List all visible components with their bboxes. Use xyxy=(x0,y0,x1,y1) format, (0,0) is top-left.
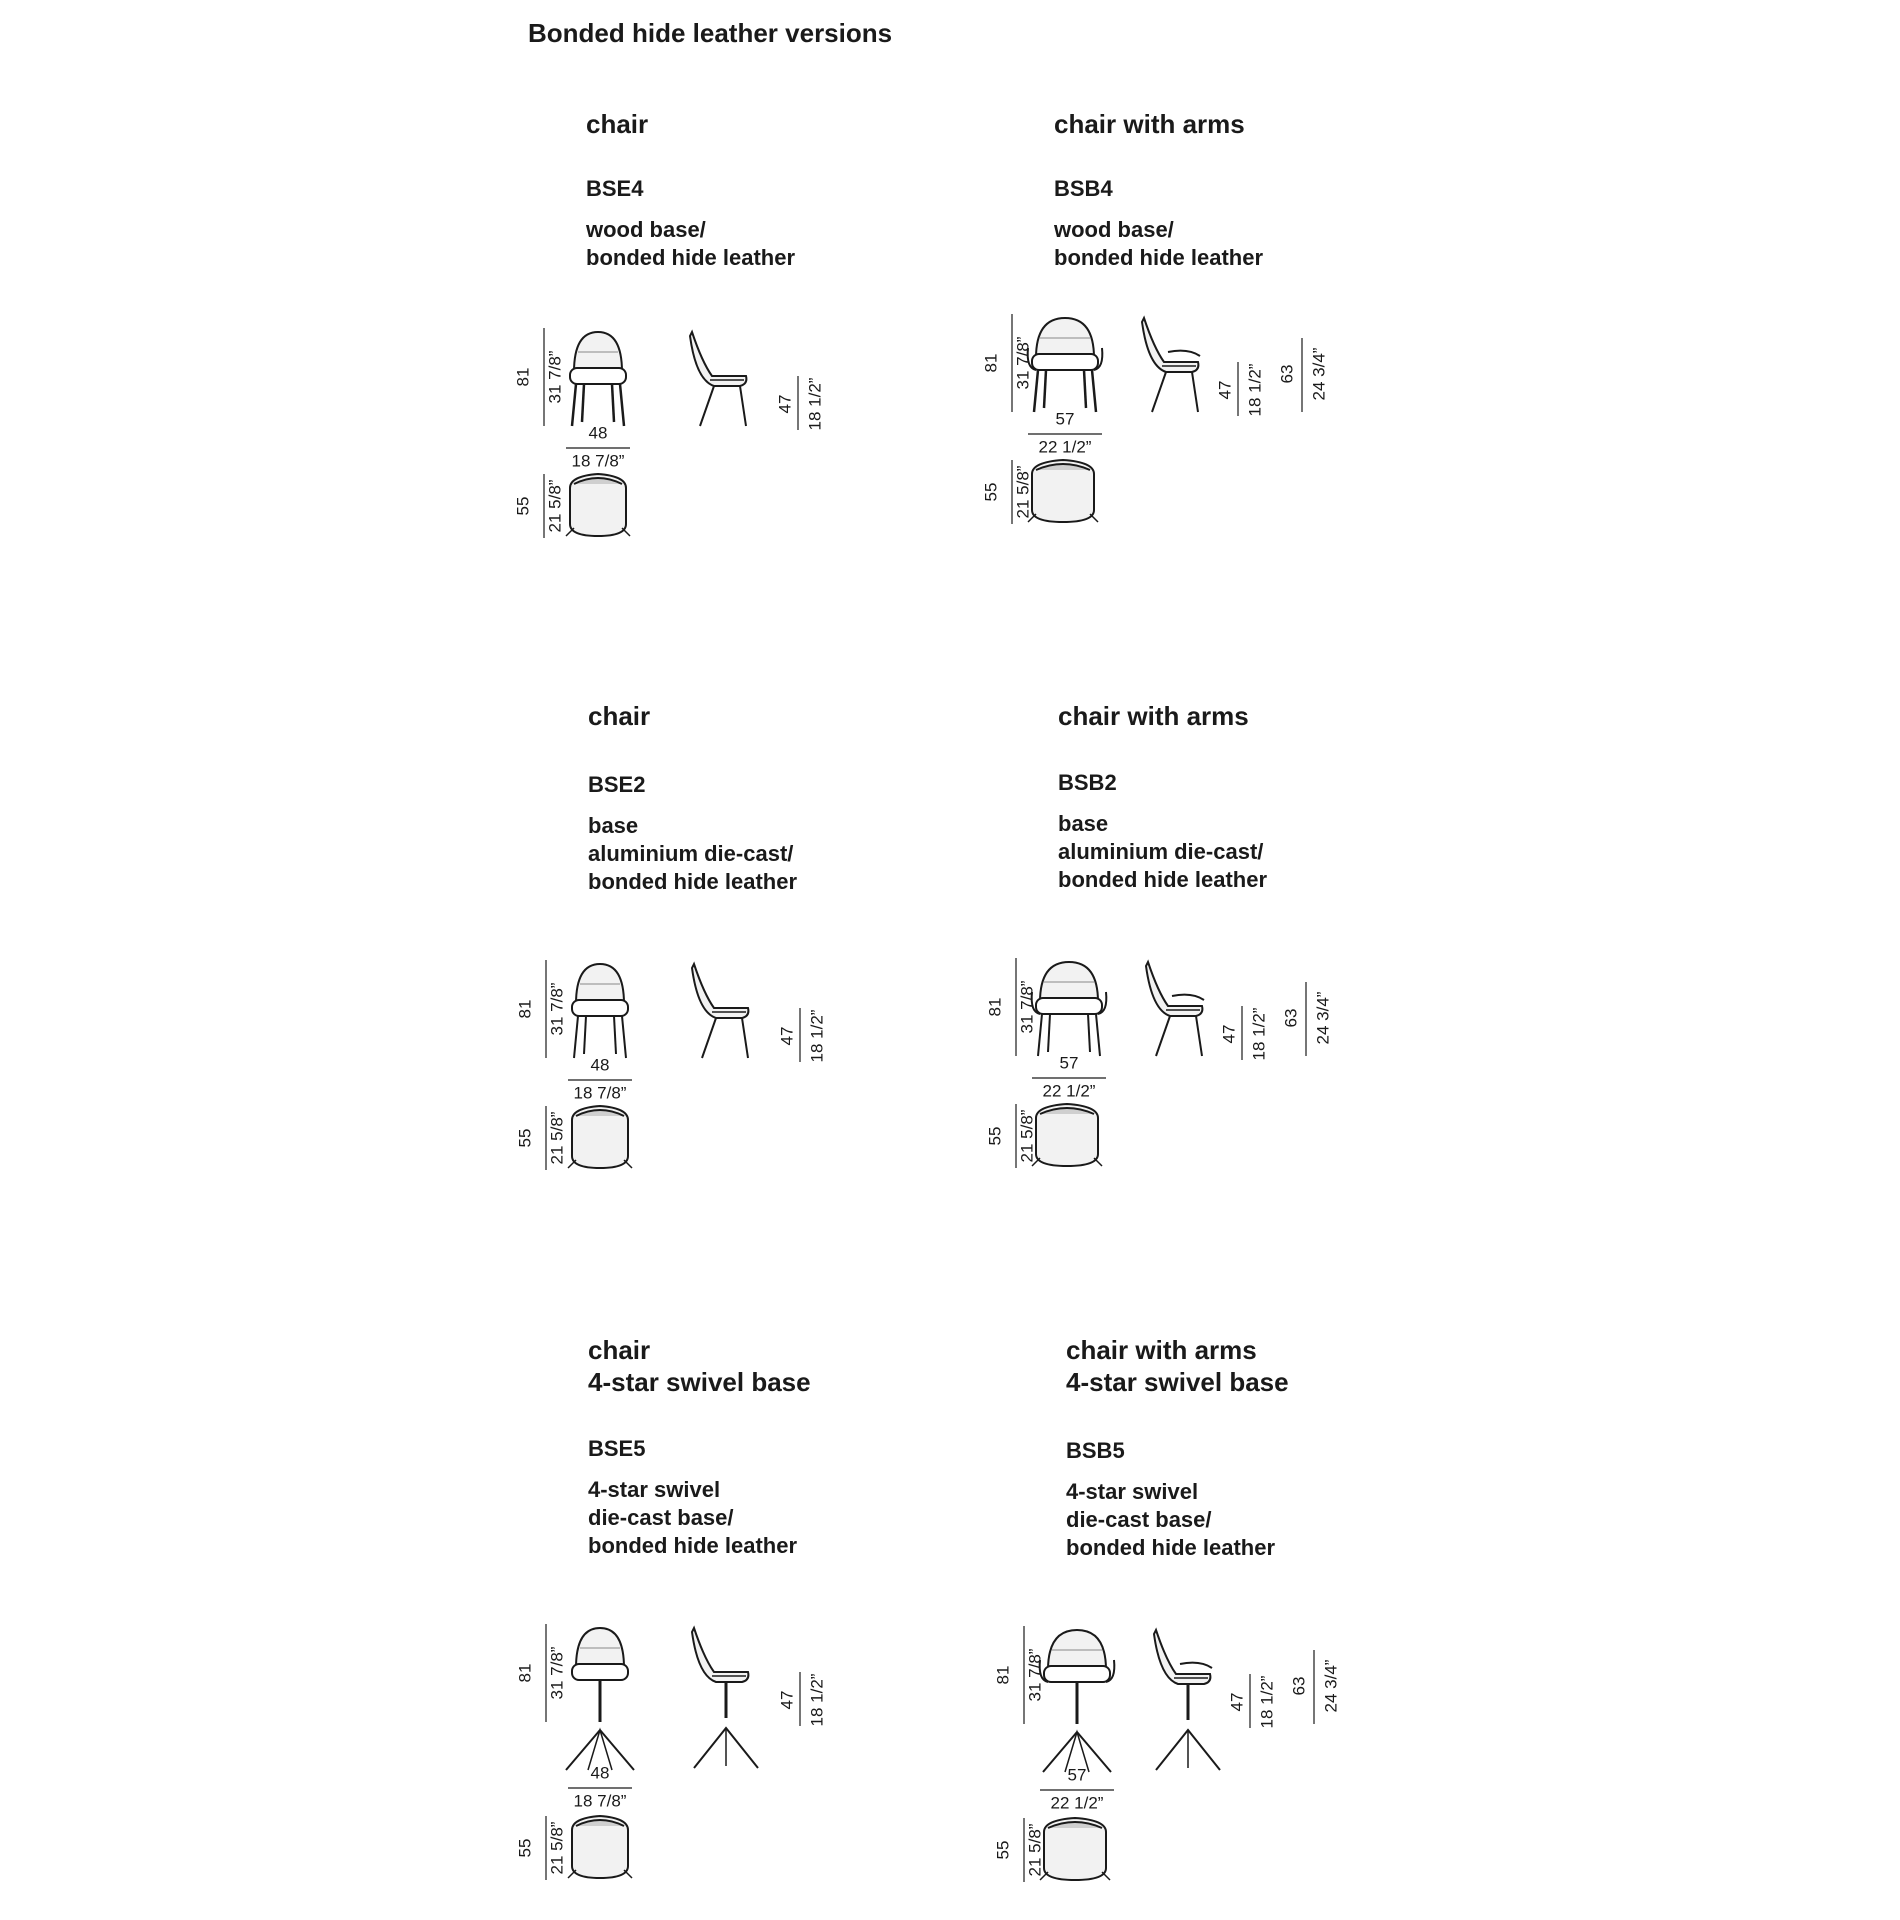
product-name-line: chair with arms xyxy=(1058,701,1249,731)
chair-side-view xyxy=(690,332,746,426)
product-description-line: wood base/ xyxy=(1054,217,1174,242)
product-description-line: bonded hide leather xyxy=(1058,867,1268,892)
height-cm-label: 81 xyxy=(993,1665,1013,1685)
chair-side-view xyxy=(1142,318,1200,412)
dimension-drawing xyxy=(982,952,1402,1252)
product-description xyxy=(588,812,797,896)
product-description-line: bonded hide leather xyxy=(1066,1535,1276,1560)
product-description xyxy=(1066,1478,1275,1562)
chair-side-view xyxy=(1146,962,1204,1056)
seat-in-label: 18 1/2” xyxy=(1257,1675,1277,1729)
product-block-bse2 xyxy=(515,700,1048,1240)
dimension-drawing xyxy=(512,954,932,1254)
arm-in-label: 24 3/4” xyxy=(1321,1659,1341,1713)
dimension-drawing xyxy=(510,322,930,622)
dimension-drawing xyxy=(990,1620,1410,1920)
product-description-line: die-cast base/ xyxy=(1066,1507,1212,1532)
height-in-label: 31 7/8” xyxy=(547,1646,567,1700)
chair-top-view xyxy=(1028,460,1098,522)
seat-in-label: 18 1/2” xyxy=(1245,363,1265,417)
width-in-label: 18 7/8” xyxy=(571,451,625,471)
seat-cm-label: 47 xyxy=(777,1026,797,1046)
height-cm-label: 81 xyxy=(515,1663,535,1683)
height-in-label: 31 7/8” xyxy=(547,982,567,1036)
product-description-line: aluminium die-cast/ xyxy=(1058,839,1264,864)
product-description-line: bonded hide leather xyxy=(588,1533,798,1558)
product-name xyxy=(1054,108,1514,140)
product-name xyxy=(1066,1334,1526,1398)
height-in-label: 31 7/8” xyxy=(1013,336,1033,390)
product-code: BSB5 xyxy=(1066,1438,1125,1463)
product-code: BSB2 xyxy=(1058,770,1117,795)
seat-cm-label: 47 xyxy=(1227,1692,1247,1712)
chair-front-view xyxy=(566,1628,634,1770)
seat-in-label: 18 1/2” xyxy=(1249,1007,1269,1061)
product-description xyxy=(1058,810,1267,894)
width-in-label: 18 7/8” xyxy=(573,1791,627,1811)
product-name-line: chair with arms xyxy=(1054,109,1245,139)
arm-in-label: 24 3/4” xyxy=(1309,347,1329,401)
product-description-line: bonded hide leather xyxy=(1054,245,1264,270)
depth-in-label: 21 5/8” xyxy=(1017,1109,1037,1163)
chair-front-view xyxy=(1028,318,1103,412)
product-code: BSE2 xyxy=(588,772,646,797)
product-code: BSE4 xyxy=(586,176,644,201)
product-description-line: aluminium die-cast/ xyxy=(588,841,794,866)
chair-top-view xyxy=(1032,1104,1102,1166)
chair-top-view xyxy=(568,1816,632,1878)
product-name-line: chair xyxy=(588,701,651,731)
product-name-line: 4-star swivel base xyxy=(1066,1367,1289,1397)
product-block-bsb2 xyxy=(985,700,1518,1240)
product-description-line: die-cast base/ xyxy=(588,1505,734,1530)
depth-cm-label: 55 xyxy=(985,1126,1005,1146)
seat-cm-label: 47 xyxy=(1219,1024,1239,1044)
seat-cm-label: 47 xyxy=(1215,380,1235,400)
product-name-line: 4-star swivel base xyxy=(588,1367,811,1397)
height-cm-label: 81 xyxy=(513,367,533,387)
product-block-bse4 xyxy=(513,108,1046,648)
product-description-line: 4-star swivel xyxy=(1066,1479,1199,1504)
depth-cm-label: 55 xyxy=(515,1128,535,1148)
seat-cm-label: 47 xyxy=(775,394,795,414)
dimension-drawing xyxy=(512,1618,932,1918)
width-cm-label: 48 xyxy=(588,423,608,443)
width-cm-label: 57 xyxy=(1067,1765,1087,1785)
chair-top-view xyxy=(566,474,630,536)
chair-front-view xyxy=(1032,962,1107,1056)
product-name-line: chair xyxy=(588,1335,651,1365)
product-name xyxy=(588,1334,1048,1398)
height-cm-label: 81 xyxy=(981,353,1001,373)
arm-cm-label: 63 xyxy=(1281,1008,1301,1028)
chair-side-view xyxy=(692,1628,758,1768)
product-description-line: bonded hide leather xyxy=(588,869,798,894)
product-description xyxy=(586,216,795,272)
product-description xyxy=(1054,216,1263,272)
product-block-bsb4 xyxy=(981,108,1514,648)
width-cm-label: 48 xyxy=(590,1763,610,1783)
product-name xyxy=(586,108,1046,140)
chair-front-view xyxy=(1040,1630,1115,1772)
product-name-line: chair with arms xyxy=(1066,1335,1257,1365)
arm-cm-label: 63 xyxy=(1277,364,1297,384)
arm-cm-label: 63 xyxy=(1289,1676,1309,1696)
depth-in-label: 21 5/8” xyxy=(547,1821,567,1875)
product-description-line: 4-star swivel xyxy=(588,1477,721,1502)
seat-in-label: 18 1/2” xyxy=(807,1673,827,1727)
product-description-line: base xyxy=(1058,811,1109,836)
width-in-label: 22 1/2” xyxy=(1042,1081,1096,1101)
seat-in-label: 18 1/2” xyxy=(805,377,825,431)
width-cm-label: 48 xyxy=(590,1055,610,1075)
product-description-line: bonded hide leather xyxy=(586,245,796,270)
product-name xyxy=(588,700,1048,732)
height-in-label: 31 7/8” xyxy=(545,350,565,404)
product-name xyxy=(1058,700,1518,732)
depth-cm-label: 55 xyxy=(513,496,533,516)
product-name-line: chair xyxy=(586,109,649,139)
product-block-bse5 xyxy=(515,1334,1048,1877)
chair-top-view xyxy=(568,1106,632,1168)
depth-in-label: 21 5/8” xyxy=(1025,1823,1045,1877)
width-in-label: 18 7/8” xyxy=(573,1083,627,1103)
product-description xyxy=(588,1476,797,1560)
arm-in-label: 24 3/4” xyxy=(1313,991,1333,1045)
width-in-label: 22 1/2” xyxy=(1038,437,1092,457)
page-title: Bonded hide leather versions xyxy=(528,18,893,48)
width-in-label: 22 1/2” xyxy=(1050,1793,1104,1813)
seat-cm-label: 47 xyxy=(777,1690,797,1710)
height-cm-label: 81 xyxy=(515,999,535,1019)
product-description-line: base xyxy=(588,813,639,838)
depth-in-label: 21 5/8” xyxy=(547,1111,567,1165)
seat-in-label: 18 1/2” xyxy=(807,1009,827,1063)
dimension-drawing xyxy=(978,308,1398,608)
product-code: BSB4 xyxy=(1054,176,1113,201)
chair-side-view xyxy=(1154,1630,1220,1770)
depth-cm-label: 55 xyxy=(515,1838,535,1858)
width-cm-label: 57 xyxy=(1055,409,1075,429)
height-in-label: 31 7/8” xyxy=(1025,1648,1045,1702)
chair-front-view xyxy=(572,964,628,1058)
depth-cm-label: 55 xyxy=(993,1840,1013,1860)
depth-in-label: 21 5/8” xyxy=(1013,465,1033,519)
height-in-label: 31 7/8” xyxy=(1017,980,1037,1034)
height-cm-label: 81 xyxy=(985,997,1005,1017)
product-block-bsb5 xyxy=(993,1334,1526,1877)
width-cm-label: 57 xyxy=(1059,1053,1079,1073)
chair-top-view xyxy=(1040,1818,1110,1880)
product-description-line: wood base/ xyxy=(586,217,706,242)
chair-side-view xyxy=(692,964,748,1058)
chair-front-view xyxy=(570,332,626,426)
depth-in-label: 21 5/8” xyxy=(545,479,565,533)
product-code: BSE5 xyxy=(588,1436,646,1461)
depth-cm-label: 55 xyxy=(981,482,1001,502)
